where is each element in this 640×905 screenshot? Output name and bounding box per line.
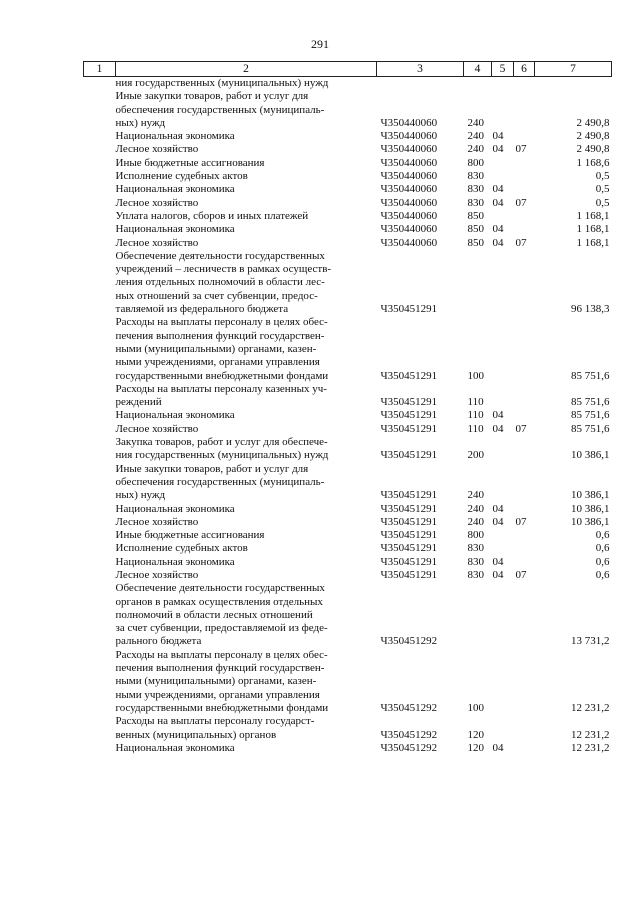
subsection-code: 07: [515, 568, 527, 581]
expense-group: [464, 582, 492, 648]
target-code: Ч350440060: [380, 143, 438, 156]
item-name-line: Лесное хозяйство: [115, 515, 199, 528]
item-name-line: Лесное хозяйство: [115, 568, 199, 581]
subsection-code: [514, 90, 535, 130]
target-code: Ч350440060: [380, 196, 438, 209]
amount: 1 168,6: [576, 156, 610, 169]
item-name-line: Национальная экономика: [115, 183, 235, 196]
blank-cell: [84, 237, 116, 250]
amount: 85 751,6: [571, 422, 610, 435]
item-name: [116, 649, 377, 715]
item-name-line: Лесное хозяйство: [115, 422, 199, 435]
table-row: [84, 250, 612, 316]
subsection-code: [514, 223, 535, 236]
subsection-code: [514, 463, 535, 503]
item-name: [116, 130, 377, 143]
section-code: 04: [492, 143, 504, 156]
subsection-code: [514, 183, 535, 196]
target-code: Ч350451292: [380, 635, 438, 648]
blank-cell: [84, 582, 116, 648]
item-name-line: за счет субвенции, предоставляемой из феде-: [115, 622, 328, 635]
target-code: Ч350451291: [380, 568, 438, 581]
item-name-line: печения выполнения функций государствен-: [115, 662, 325, 675]
table-row: [84, 383, 612, 410]
blank-cell: [84, 223, 116, 236]
target-code: Ч350451291: [380, 409, 438, 422]
section-code: [492, 463, 514, 503]
item-name-line: Лесное хозяйство: [115, 143, 199, 156]
item-name: [116, 423, 377, 436]
target-code: Ч350440060: [380, 236, 438, 249]
item-name: [116, 715, 377, 742]
item-name-line: Национальная экономика: [115, 223, 235, 236]
blank-cell: [84, 210, 116, 223]
amount: 1 168,1: [576, 223, 610, 236]
amount: 0,5: [595, 183, 610, 196]
item-name-line: государственными внебюджетными фондами: [115, 701, 329, 714]
section-code: [492, 436, 514, 463]
page-number: 291: [311, 37, 329, 51]
table-row: [84, 157, 612, 170]
blank-cell: [84, 90, 116, 130]
table-body: [84, 77, 612, 756]
item-name: [116, 170, 377, 183]
item-name-line: обеспечения государственных (муниципаль-: [115, 103, 325, 116]
expense-group: 830: [467, 170, 484, 183]
blank-cell: [84, 409, 116, 422]
table-row: [84, 423, 612, 436]
item-name-line: Национальная экономика: [115, 502, 235, 515]
blank-cell: [84, 197, 116, 210]
item-name-line: реждений: [115, 396, 162, 409]
blank-cell: [84, 516, 116, 529]
target-code: Ч350440060: [380, 130, 438, 143]
item-name-line: учреждений – лесничеств в рамках осуществ-: [115, 263, 332, 276]
section-code: 04: [492, 502, 504, 515]
expense-group: [464, 250, 492, 316]
amount: 0,5: [595, 170, 610, 183]
target-code: Ч350440060: [380, 116, 438, 129]
section-code: [492, 157, 514, 170]
blank-cell: [84, 423, 116, 436]
item-name-line: тавляемой из федерального бюджета: [115, 303, 289, 316]
header-row: [84, 62, 612, 77]
target-code: Ч350440060: [380, 156, 438, 169]
table-row: [84, 316, 612, 382]
table-row: [84, 210, 612, 223]
expense-group: 100: [467, 701, 484, 714]
amount: 12 231,2: [571, 728, 610, 741]
item-name-line: Лесное хозяйство: [115, 196, 199, 209]
section-code: [492, 90, 514, 130]
header-cell: 7: [535, 62, 612, 77]
target-code: Ч350451291: [380, 422, 438, 435]
table-row: [84, 649, 612, 715]
item-name: [116, 409, 377, 422]
expense-group: 800: [467, 156, 484, 169]
header-cell: 4: [464, 62, 492, 77]
blank-cell: [84, 143, 116, 156]
table-row: [84, 556, 612, 569]
subsection-code: [514, 250, 535, 316]
subsection-code: [514, 130, 535, 143]
table-row: [84, 542, 612, 555]
table-row: [84, 715, 612, 742]
item-name: [116, 183, 377, 196]
subsection-code: [514, 436, 535, 463]
amount: 0,6: [595, 555, 610, 568]
target-code: Ч350451291: [380, 396, 438, 409]
expense-group: 830: [467, 568, 484, 581]
amount: 85 751,6: [571, 409, 610, 422]
expense-group: 100: [467, 369, 484, 382]
item-name-line: ния государственных (муниципальных) нужд: [115, 77, 329, 89]
header-cell: 2: [116, 62, 377, 77]
section-code: 04: [492, 422, 504, 435]
amount: 10 386,1: [571, 502, 610, 515]
table-row: [84, 529, 612, 542]
header-cell: 6: [514, 62, 535, 77]
amount: 0,6: [595, 542, 610, 555]
section-code: 04: [492, 568, 504, 581]
target-code: Ч350451292: [380, 728, 438, 741]
table-row: [84, 503, 612, 516]
target-code: Ч350451291: [380, 515, 438, 528]
item-name-line: печения выполнения функций государствен-: [115, 329, 325, 342]
amount: 12 231,2: [571, 701, 610, 714]
subsection-code: [514, 582, 535, 648]
header-cell: 3: [377, 62, 464, 77]
target-code: Ч350451291: [380, 542, 438, 555]
table-row: [84, 143, 612, 156]
item-name: [116, 582, 377, 648]
subsection-code: [514, 316, 535, 382]
blank-cell: [84, 170, 116, 183]
target-code: Ч350451291: [380, 555, 438, 568]
item-name: [116, 542, 377, 555]
blank-cell: [84, 77, 116, 91]
table-row: [84, 77, 612, 91]
item-name: [116, 383, 377, 410]
item-name-line: Уплата налогов, сборов и иных платежей: [115, 209, 309, 222]
blank-cell: [84, 529, 116, 542]
table-row: [84, 183, 612, 196]
amount: 2 490,8: [576, 130, 610, 143]
amount: 12 231,2: [571, 741, 610, 754]
section-code: 04: [492, 183, 504, 196]
table-row: [84, 223, 612, 236]
item-name-line: ными учреждениями, органами управления: [115, 688, 320, 701]
expense-group: 240: [467, 130, 484, 143]
blank-cell: [84, 742, 116, 755]
amount: 85 751,6: [571, 369, 610, 382]
item-name-line: Иные бюджетные ассигнования: [115, 156, 265, 169]
subsection-code: 07: [515, 196, 527, 209]
item-name: [116, 157, 377, 170]
target-code: Ч350451291: [380, 529, 438, 542]
item-name: [116, 223, 377, 236]
item-name-line: Исполнение судебных актов: [115, 170, 248, 183]
item-name-line: ных) нужд: [115, 116, 166, 129]
expense-group: 240: [467, 515, 484, 528]
item-name-line: рального бюджета: [115, 635, 202, 648]
section-code: [492, 649, 514, 715]
item-name: [116, 516, 377, 529]
item-name-line: обеспечения государственных (муниципаль-: [115, 475, 325, 488]
table-row: [84, 582, 612, 648]
amount: 0,6: [595, 568, 610, 581]
header-cell: 1: [84, 62, 116, 77]
blank-cell: [84, 383, 116, 410]
expense-group: 110: [467, 422, 484, 435]
table-row: [84, 90, 612, 130]
target-code: Ч350440060: [380, 209, 438, 222]
subsection-code: 07: [515, 236, 527, 249]
item-name-line: Обеспечение деятельности государственных: [115, 249, 325, 262]
expense-group: 800: [467, 529, 484, 542]
target-code: Ч350440060: [380, 223, 438, 236]
subsection-code: [514, 556, 535, 569]
expense-group: 240: [467, 502, 484, 515]
table-row: [84, 436, 612, 463]
item-name-line: полномочий в области лесных отношений: [115, 608, 313, 621]
amount: 0,5: [595, 196, 610, 209]
target-code: Ч350451291: [380, 369, 438, 382]
subsection-code: [514, 409, 535, 422]
section-code: 04: [492, 223, 504, 236]
item-name-line: Национальная экономика: [115, 130, 235, 143]
expense-group: 830: [467, 542, 484, 555]
expense-group: [464, 77, 492, 91]
item-name-line: Иные закупки товаров, работ и услуг для: [115, 462, 309, 475]
item-name-line: Национальная экономика: [115, 409, 235, 422]
item-name-line: Обеспечение деятельности государственных: [115, 582, 325, 595]
target-code: Ч350451291: [380, 502, 438, 515]
blank-cell: [84, 316, 116, 382]
table-row: [84, 237, 612, 250]
subsection-code: 07: [515, 422, 527, 435]
amount: 96 138,3: [571, 303, 610, 316]
expense-group: 110: [467, 409, 484, 422]
item-name: [116, 143, 377, 156]
blank-cell: [84, 542, 116, 555]
item-name-line: Расходы на выплаты персоналу в целях обес-: [115, 648, 328, 661]
table-row: [84, 742, 612, 755]
section-code: [492, 316, 514, 382]
target-code: [377, 77, 464, 91]
expense-group: 240: [467, 143, 484, 156]
section-code: [492, 582, 514, 648]
item-name: [116, 529, 377, 542]
expense-group: 240: [467, 116, 484, 129]
item-name: [116, 556, 377, 569]
item-name-line: Расходы на выплаты персоналу казенных уч-: [115, 382, 327, 395]
subsection-code: [514, 170, 535, 183]
item-name-line: ления отдельных полномочий в области лес-: [115, 276, 325, 289]
section-code: 04: [492, 741, 504, 754]
target-code: Ч350440060: [380, 170, 438, 183]
item-name-line: Иные закупки товаров, работ и услуг для: [115, 90, 309, 103]
blank-cell: [84, 463, 116, 503]
amount: 13 731,2: [571, 635, 610, 648]
blank-cell: [84, 503, 116, 516]
blank-cell: [84, 569, 116, 582]
item-name: [116, 77, 377, 91]
item-name-line: ния государственных (муниципальных) нужд: [115, 449, 329, 462]
section-code: [492, 383, 514, 410]
target-code: Ч350451292: [380, 701, 438, 714]
subsection-code: [514, 742, 535, 755]
amount: 10 386,1: [571, 515, 610, 528]
item-name: [116, 463, 377, 503]
blank-cell: [84, 715, 116, 742]
section-code: [492, 529, 514, 542]
item-name-line: Расходы на выплаты персоналу в целях обес-: [115, 316, 328, 329]
blank-cell: [84, 183, 116, 196]
amount: 0,6: [595, 529, 610, 542]
section-code: 04: [492, 555, 504, 568]
section-code: 04: [492, 130, 504, 143]
blank-cell: [84, 649, 116, 715]
section-code: [492, 170, 514, 183]
subsection-code: [514, 210, 535, 223]
item-name-line: ных) нужд: [115, 489, 166, 502]
section-code: 04: [492, 236, 504, 249]
amount: 1 168,1: [576, 236, 610, 249]
expense-group: 850: [467, 209, 484, 222]
section-code: [492, 542, 514, 555]
expense-group: 120: [467, 728, 484, 741]
budget-table: [83, 61, 612, 755]
expense-group: 200: [467, 449, 484, 462]
subsection-code: [514, 649, 535, 715]
target-code: Ч350451291: [380, 489, 438, 502]
subsection-code: [514, 383, 535, 410]
subsection-code: [514, 529, 535, 542]
item-name-line: Иные бюджетные ассигнования: [115, 529, 265, 542]
item-name: [116, 569, 377, 582]
table-row: [84, 197, 612, 210]
table-row: [84, 170, 612, 183]
subsection-code: [514, 503, 535, 516]
item-name: [116, 316, 377, 382]
table-row: [84, 569, 612, 582]
amount: [535, 77, 612, 91]
item-name: [116, 237, 377, 250]
target-code: Ч350451292: [380, 741, 438, 754]
target-code: Ч350440060: [380, 183, 438, 196]
blank-cell: [84, 130, 116, 143]
amount: 10 386,1: [571, 489, 610, 502]
item-name-line: ными учреждениями, органами управления: [115, 356, 320, 369]
table-row: [84, 516, 612, 529]
item-name-line: Национальная экономика: [115, 555, 235, 568]
expense-group: 110: [467, 396, 484, 409]
section-code: 04: [492, 515, 504, 528]
item-name-line: ными (муниципальными) органами, казен-: [115, 342, 317, 355]
blank-cell: [84, 436, 116, 463]
section-code: [492, 250, 514, 316]
item-name-line: Расходы на выплаты персоналу государст-: [115, 715, 315, 728]
item-name-line: государственными внебюджетными фондами: [115, 369, 329, 382]
item-name-line: ных отношений за счет субвенции, предос-: [115, 289, 318, 302]
item-name-line: органов в рамках осуществления отдельных: [115, 595, 323, 608]
subsection-code: [514, 157, 535, 170]
target-code: Ч350451291: [380, 303, 438, 316]
subsection-code: [514, 542, 535, 555]
section-code: [492, 210, 514, 223]
amount: 2 490,8: [576, 143, 610, 156]
subsection-code: [514, 77, 535, 91]
amount: 10 386,1: [571, 449, 610, 462]
expense-group: 850: [467, 236, 484, 249]
subsection-code: 07: [515, 143, 527, 156]
table-row: [84, 130, 612, 143]
target-code: Ч350451291: [380, 449, 438, 462]
section-code: [492, 715, 514, 742]
item-name: [116, 210, 377, 223]
header-cell: 5: [492, 62, 514, 77]
item-name-line: Лесное хозяйство: [115, 236, 199, 249]
expense-group: 830: [467, 183, 484, 196]
amount: 2 490,8: [576, 116, 610, 129]
item-name: [116, 250, 377, 316]
item-name-line: Национальная экономика: [115, 741, 235, 754]
blank-cell: [84, 556, 116, 569]
expense-group: 120: [467, 741, 484, 754]
amount: 1 168,1: [576, 209, 610, 222]
section-code: 04: [492, 196, 504, 209]
item-name: [116, 742, 377, 755]
item-name: [116, 197, 377, 210]
table-row: [84, 409, 612, 422]
expense-group: 830: [467, 555, 484, 568]
expense-group: 850: [467, 223, 484, 236]
blank-cell: [84, 250, 116, 316]
blank-cell: [84, 157, 116, 170]
table-row: [84, 463, 612, 503]
item-name-line: венных (муниципальных) органов: [115, 728, 277, 741]
subsection-code: 07: [515, 515, 527, 528]
subsection-code: [514, 715, 535, 742]
item-name-line: ными (муниципальными) органами, казен-: [115, 675, 317, 688]
item-name-line: Закупка товаров, работ и услуг для обеспече-: [115, 436, 328, 449]
section-code: 04: [492, 409, 504, 422]
item-name-line: Исполнение судебных актов: [115, 542, 248, 555]
item-name: [116, 90, 377, 130]
amount: 85 751,6: [571, 396, 610, 409]
expense-group: 240: [467, 489, 484, 502]
expense-group: 830: [467, 196, 484, 209]
item-name: [116, 436, 377, 463]
item-name: [116, 503, 377, 516]
section-code: [492, 77, 514, 91]
